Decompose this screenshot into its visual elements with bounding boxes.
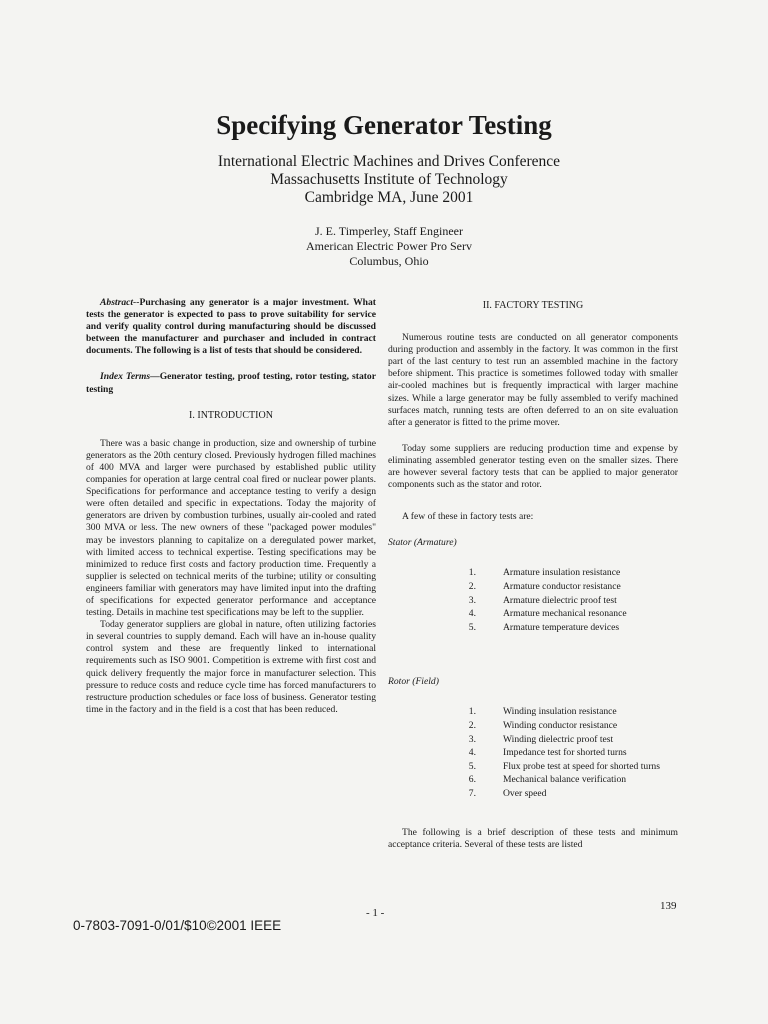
- list-item: 4. Armature mechanical resonance: [468, 608, 627, 620]
- rotor-test-list: [388, 705, 678, 800]
- page-number: 139: [660, 900, 677, 912]
- paper-title: Specifying Generator Testing: [216, 110, 552, 140]
- factory-paragraph-4: The following is a brief description of these tests and minimum acceptance criteria. Several of these tests are listed: [388, 826, 678, 850]
- intro-paragraph-2: Today generator suppliers are global in nature, often utilizing factories in several countries to supply demand. Each will have an in-house quality control system and these are frequently linked to international requirements such as ISO 9001. Competition is extreme with first cost and quick delivery frequently the major force in manufacturer selection. This pressure to reduce costs and reduce cycle time has forced manufacturers to restructure production schedules or face loss of business. Generator testing time in the factory and in the field is a cost that has been reduced.: [86, 619, 376, 715]
- list-item: 5. Armature temperature devices: [468, 621, 620, 633]
- list-item: 7. Over speed: [468, 788, 547, 800]
- author-affiliation: American Electric Power Pro Serv: [306, 239, 472, 253]
- factory-paragraph-3: A few of these in factory tests are:: [402, 511, 534, 523]
- conference-name: International Electric Machines and Drives Conference: [217, 153, 561, 170]
- conference-date: Cambridge MA, June 2001: [304, 189, 474, 206]
- list-item: 2. Winding conductor resistance: [468, 720, 618, 732]
- stator-test-list: [388, 566, 678, 634]
- conference-info: [0, 153, 768, 207]
- factory-paragraph-2: Today some suppliers are reducing production time and expense by eliminating assembled generator testing even on the smaller sizes. There are however several factory tests that can be applied to major generator components such as the stator and rotor.: [388, 442, 678, 491]
- intro-paragraph-1: There was a basic change in production, size and ownership of turbine generators as the 20th century closed. Previously hydrogen filled machines of 400 MVA and larger were purchased by established public utility companies for operation at large central coal fired or nuclear power plants. Specifications for performance and acceptance testing to verify a design were often detailed and specific in expectations. Today the majority of generators are driven by combustion turbines, usually air-cooled and rated 300 MVA or less. The new owners of these "packaged power modules" may be investors planning to capitalize on a deregulated power market, with limited access to technical expertise. Testing specifications may be minimized to reduce first costs and factory production time. Frequently a supplier is selected on technical merits of the turbine; utility or consulting engineers familiar with generators may have limited input into the drafting of specifications for expected generator performance and acceptance testing. Details in machine test specifications may be left to the supplier.: [86, 437, 376, 619]
- list-item: 5. Flux probe test at speed for shorted turns: [468, 760, 660, 772]
- right-column: [388, 300, 678, 851]
- rotor-heading: Rotor (Field): [388, 676, 439, 688]
- list-item: 6. Mechanical balance verification: [468, 774, 627, 786]
- list-item: 1. Winding insulation resistance: [468, 706, 617, 718]
- abstract-text: Purchasing any generator is a major investment. What tests the generator is expected to pass to prove suitability for service and verify quality control during manufacturing should be discussed between the manufacturer and purchaser and included in contract documents. The following is a list of tests that should be considered.: [86, 297, 376, 357]
- index-terms-lead: Index Terms: [100, 371, 151, 383]
- author-name: J. E. Timperley, Staff Engineer: [315, 224, 463, 238]
- list-item: 3. Winding dielectric proof test: [468, 733, 614, 745]
- section-heading-introduction: I. INTRODUCTION: [189, 409, 273, 421]
- left-column: [86, 297, 376, 716]
- author-block: [0, 224, 768, 269]
- list-item: 4. Impedance test for shorted turns: [468, 747, 627, 759]
- page-footer-center: - 1 -: [366, 907, 385, 919]
- list-item: 1. Armature insulation resistance: [468, 567, 621, 579]
- stator-heading: Stator (Armature): [388, 537, 457, 549]
- copyright-isbn: 0-7803-7091-0/01/$10©2001 IEEE: [73, 918, 282, 933]
- abstract: [86, 297, 376, 357]
- index-terms: [86, 371, 376, 395]
- list-item: 2. Armature conductor resistance: [468, 581, 621, 592]
- index-terms-text: —Generator testing, proof testing, rotor testing, stator testing: [86, 371, 376, 395]
- abstract-lead: Abstract--: [100, 297, 140, 308]
- factory-paragraph-1: Numerous routine tests are conducted on all generator components during production and assembly in the factory. It was common in the first part of the last century to test run an assembled machine in the factory before shipment. This practice is sometimes followed today with smaller air-cooled machines but is frequently impractical with larger machine sizes. While a large generator may be fully assembled to verify machined surfaces match, running tests are often deferred to an on site evaluation after a generator is fitted to the prime mover.: [388, 332, 678, 428]
- conference-venue: Massachusetts Institute of Technology: [270, 171, 508, 188]
- list-item: 3. Armature dielectric proof test: [468, 594, 617, 606]
- section-heading-factory-testing: II. FACTORY TESTING: [482, 300, 584, 311]
- author-location: Columbus, Ohio: [349, 254, 429, 268]
